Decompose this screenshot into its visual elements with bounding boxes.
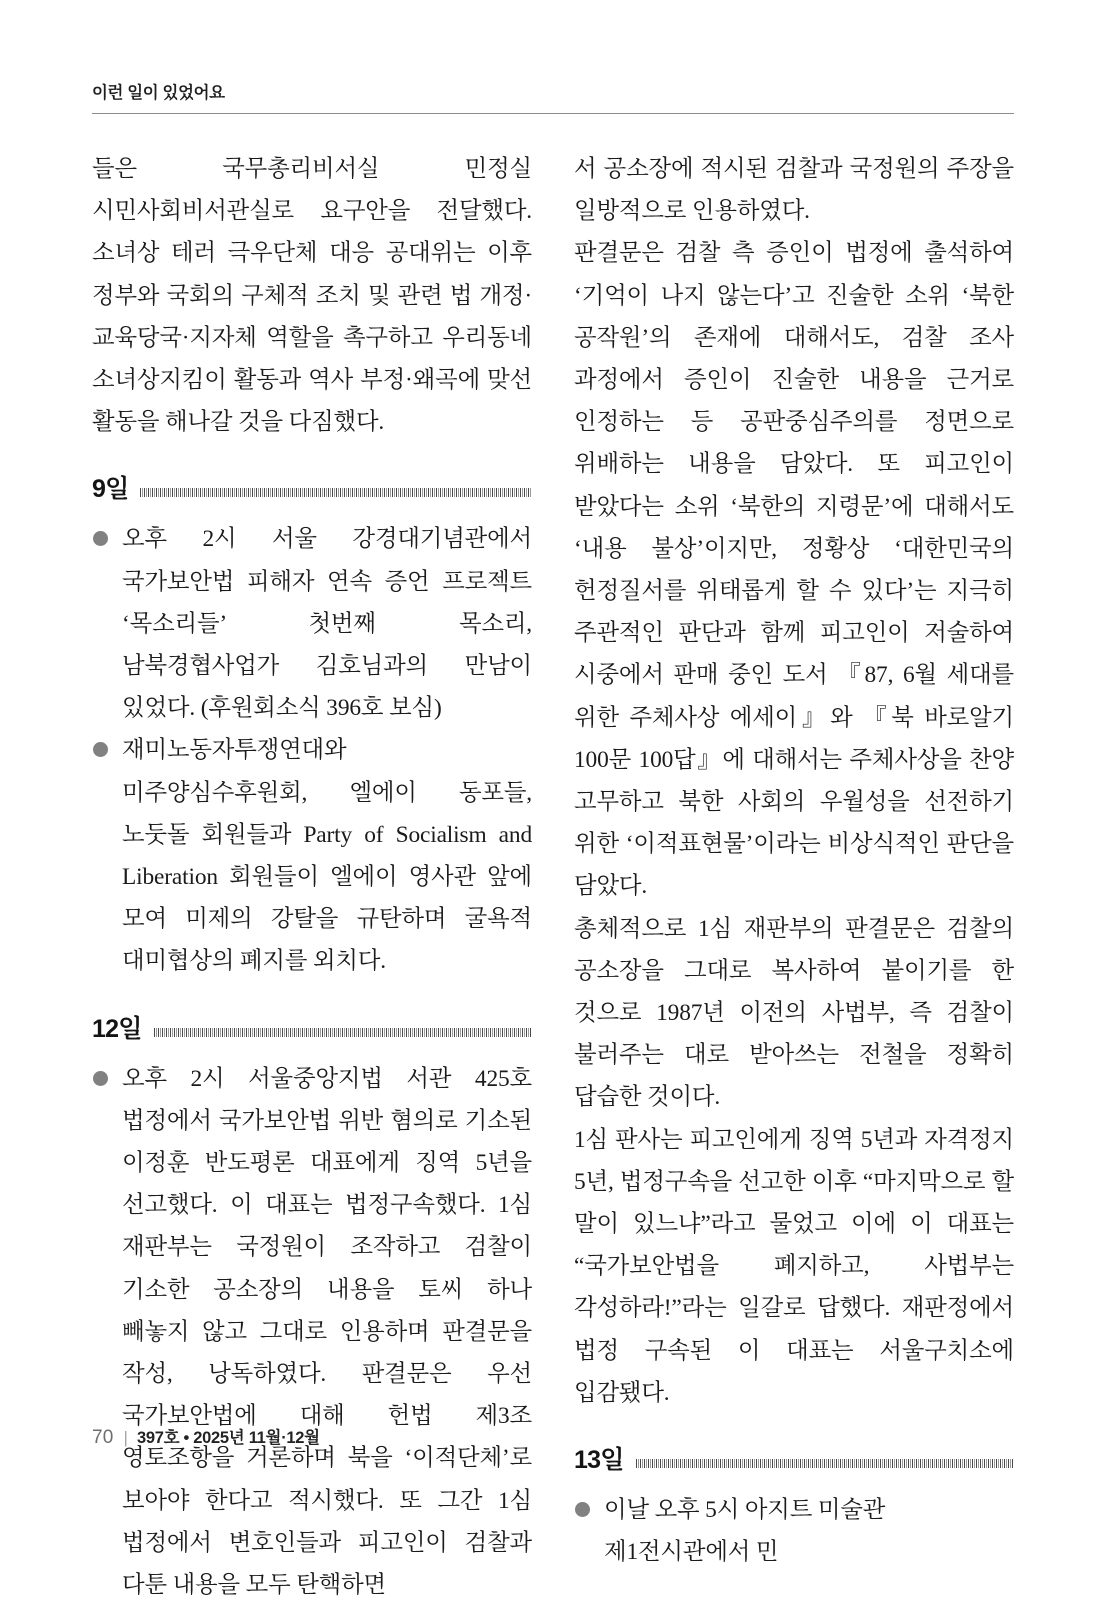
day-heading-label: 9일 bbox=[92, 475, 129, 504]
day-heading-9 bbox=[92, 477, 532, 504]
day-12-item-list bbox=[92, 1058, 532, 1606]
bullet-dot-icon bbox=[93, 742, 108, 757]
right-paragraph-4: 1심 판사는 피고인에게 징역 5년과 자격정지 5년, 법정구속을 선고한 이후 “마지막으로 할 말이 있느냐”라고 물었고 이에 이 대표는 “국가보안법을 폐지하고, 사법부는 각성하라!”라는 일갈로 답했다. 재판정에서 법정 구속된 이 대표는 서울구치소에 입감됐다. bbox=[574, 1126, 1014, 1406]
page-number: 70 bbox=[92, 1427, 114, 1448]
bullet-dot-icon bbox=[575, 1502, 590, 1517]
list-item-text: 재미노동자투쟁연대와 미주양심수후원회, 엘에이 동포들, 노둣돌 회원들과 Party of Socialism and Liberation 회원들이 엘에이 영사관 앞에 모여 미제의 강탈을 규탄하며 굴욕적 대미협상의 폐지를 외치다. bbox=[122, 737, 532, 975]
day-heading-label: 12일 bbox=[92, 1014, 142, 1043]
list-item bbox=[92, 518, 532, 729]
left-column bbox=[92, 148, 532, 1606]
day-9-item-list bbox=[92, 518, 532, 982]
right-paragraph-3: 총체적으로 1심 재판부의 판결문은 검찰의 공소장을 그대로 복사하여 붙이기를 한 것으로 1987년 이전의 사법부, 즉 검찰이 불러주는 대로 받아쓰는 전철을 정확히 답습한 것이다. bbox=[574, 915, 1014, 1111]
list-item-text: 오후 2시 서울중앙지법 서관 425호 법정에서 국가보안법 위반 혐의로 기소된 이정훈 반도평론 대표에게 징역 5년을 선고했다. 이 대표는 법정구속했다. 1심 재판부는 국정원이 조작하고 검찰이 기소한 공소장의 내용을 토씨 하나 빼놓지 않고 그대로 인용하며 판결문을 작성, 낭독하였다. 판결문은 우선 국가보안법에 대해 헌법 제3조 영토조항을 거론하며 북을 ‘이적단체’로 보아야 한다고 적시했다. 또 그간 1심 법정에서 변호인들과 피고인이 검찰과 다툰 내용을 모두 탄핵하면 bbox=[122, 1065, 532, 1599]
bullet-dot-icon bbox=[93, 1071, 108, 1086]
page-footer bbox=[92, 1424, 320, 1449]
list-item-text: 이날 오후 5시 아지트 미술관 제1전시관에서 민 bbox=[604, 1497, 886, 1566]
list-item bbox=[92, 729, 532, 982]
right-paragraph-2: 판결문은 검찰 측 증인이 법정에 출석하여 ‘기억이 나지 않는다’고 진술한 소위 ‘북한 공작원’의 존재에 대해서도, 검찰 조사 과정에서 증인이 진술한 내용을 근거로 인정하는 등 공판중심주의를 정면으로 위배하는 내용을 담았다. 또 피고인이 받았다는 소위 ‘북한의 지령문’에 대해서도 ‘내용 불상’이지만, 정황상 ‘대한민국의 헌정질서를 위태롭게 할 수 있다’는 지극히 주관적인 판단과 함께 피고인이 저술하여 시중에서 판매 중인 도서 『87, 6월 세대를 위한 주체사상 에세이』와 『북 바로알기 100문 100답』에 대해서는 주체사상을 찬양 고무하고 북한 사회의 우월성을 선전하기 위한 ‘이적표현물’이라는 비상식적인 판단을 담았다. bbox=[574, 240, 1014, 900]
day-heading-label: 13일 bbox=[574, 1446, 624, 1475]
continued-paragraph: 들은 국무총리비서실 민정실 시민사회비서관실로 요구안을 전달했다. 소녀상 테러 극우단체 대응 공대위는 이후 정부와 국회의 구체적 조치 및 관련 법 개정·교육당국·지자체 역할을 촉구하고 우리동네 소녀상지킴이 활동과 역사 부정·왜곡에 맞선 활동을 해나갈 것을 다짐했다. bbox=[92, 156, 532, 436]
list-item-text: 오후 2시 서울 강경대기념관에서 국가보안법 피해자 연속 증언 프로젝트 ‘목소리들’ 첫번째 목소리, 남북경협사업가 김호님과의 만남이 있었다. (후원회소식 396호 보심) bbox=[122, 526, 532, 722]
footer-issue-info: 397호 • 2025년 11월·12월 bbox=[136, 1429, 320, 1447]
running-head-title: 이런 일이 있었어요 bbox=[92, 84, 225, 102]
running-head bbox=[92, 84, 1014, 114]
footer-separator: | bbox=[123, 1428, 128, 1447]
day-heading-13 bbox=[574, 1448, 1014, 1475]
bullet-dot-icon bbox=[93, 531, 108, 546]
day-heading-12 bbox=[92, 1014, 532, 1044]
day-heading-rule bbox=[636, 1459, 1014, 1468]
day-13-item-list bbox=[574, 1489, 1014, 1573]
day-heading-rule bbox=[140, 488, 532, 497]
right-column bbox=[574, 148, 1014, 1574]
list-item bbox=[92, 1058, 532, 1606]
running-head-rule bbox=[92, 113, 1014, 114]
right-paragraph-1: 서 공소장에 적시된 검찰과 국정원의 주장을 일방적으로 인용하였다. bbox=[574, 156, 1014, 225]
list-item bbox=[574, 1489, 1014, 1573]
day-heading-rule bbox=[154, 1028, 532, 1037]
